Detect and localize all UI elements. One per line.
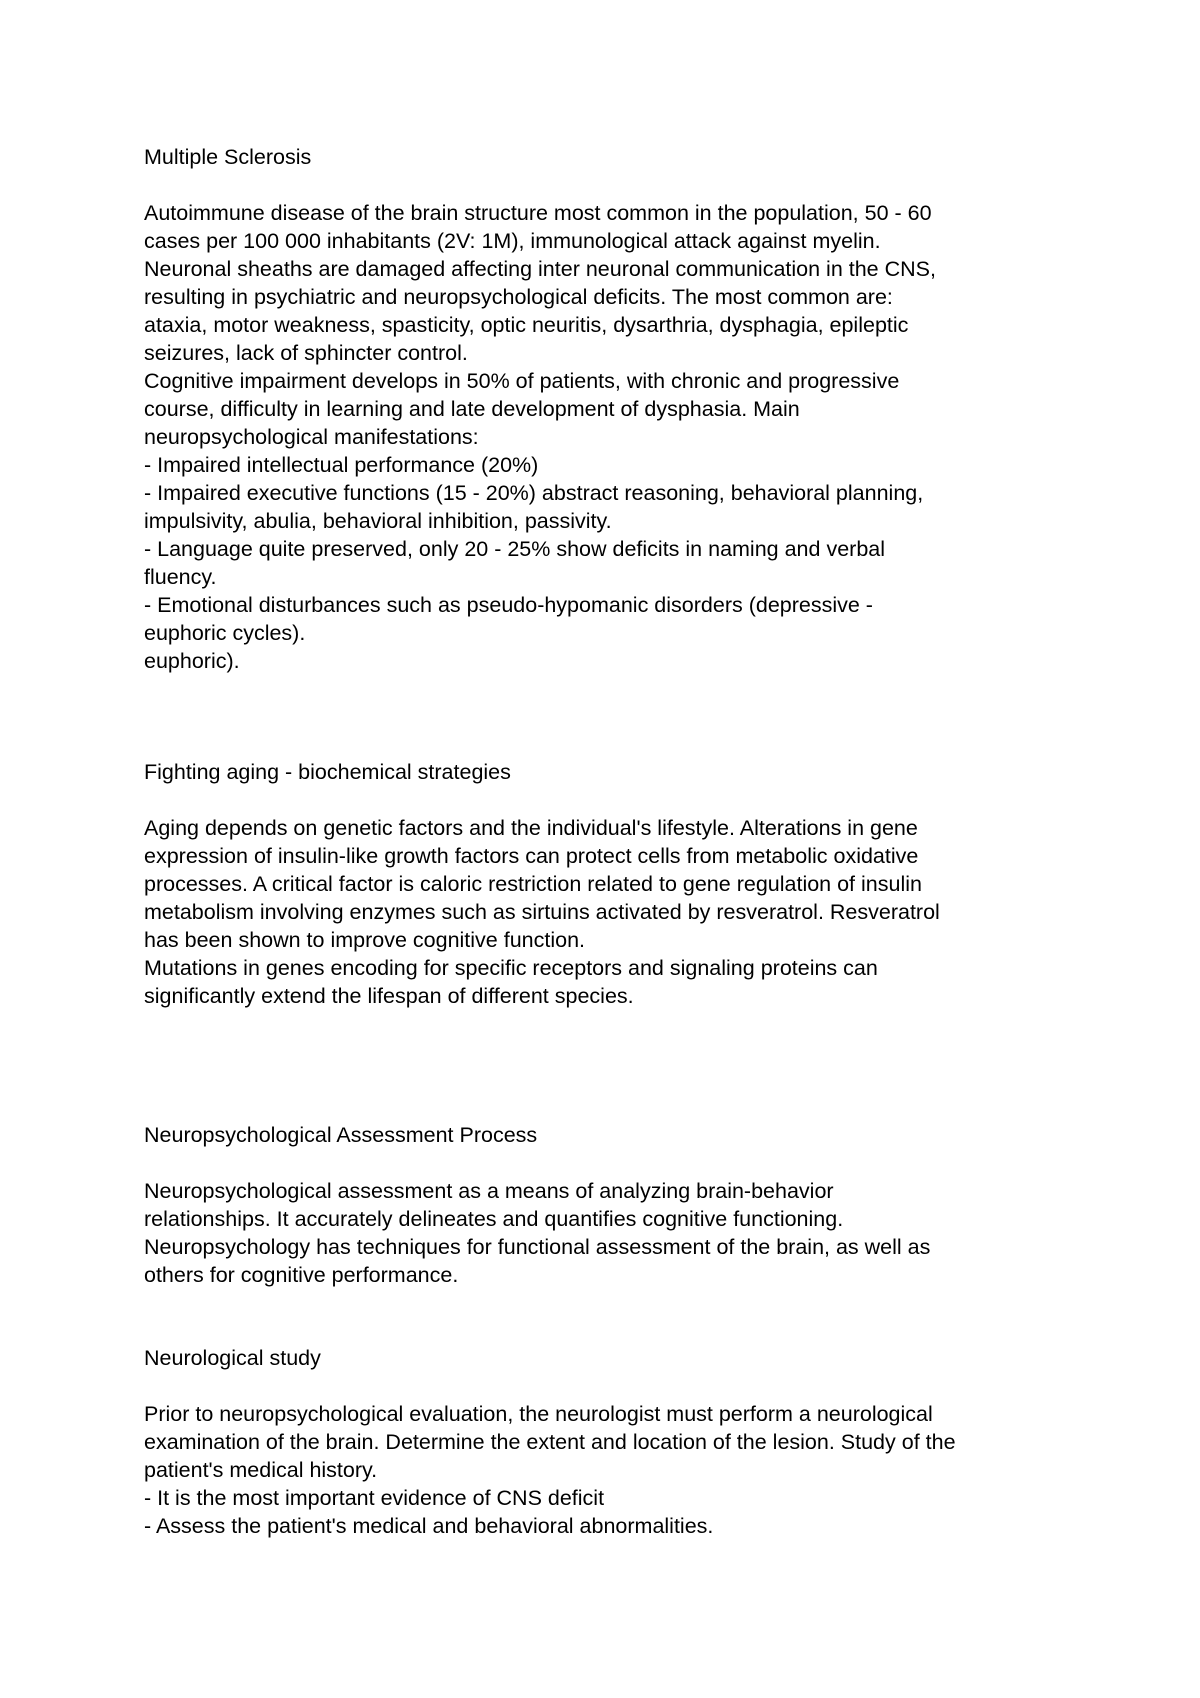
body-line: Neuropsychological assessment as a means of analyzing brain-behavior: [144, 1179, 834, 1203]
bullet-line: - It is the most important evidence of CNS deficit: [144, 1486, 605, 1510]
bullet-line: - Assess the patient's medical and behavioral abnormalities.: [144, 1514, 714, 1538]
body-line: seizures, lack of sphincter control.: [144, 341, 468, 365]
body-line: patient's medical history.: [144, 1458, 378, 1482]
section-body: [144, 1177, 1074, 1289]
section-body: [144, 199, 1074, 675]
body-line: Mutations in genes encoding for specific receptors and signaling proteins can: [144, 956, 878, 980]
section-body: [144, 1400, 1074, 1540]
body-line: cases per 100 000 inhabitants (2V: 1M), immunological attack against myelin.: [144, 229, 881, 253]
body-line: has been shown to improve cognitive function.: [144, 928, 586, 952]
body-line: others for cognitive performance.: [144, 1263, 459, 1287]
body-line: significantly extend the lifespan of different species.: [144, 984, 634, 1008]
body-line: impulsivity, abulia, behavioral inhibition, passivity.: [144, 509, 612, 533]
body-line: Prior to neuropsychological evaluation, the neurologist must perform a neurological: [144, 1402, 933, 1426]
body-line: relationships. It accurately delineates and quantifies cognitive functioning.: [144, 1207, 844, 1231]
bullet-line: - Emotional disturbances such as pseudo-hypomanic disorders (depressive -: [144, 593, 873, 617]
body-line: Neuronal sheaths are damaged affecting inter neuronal communication in the CNS,: [144, 257, 936, 281]
body-line: Autoimmune disease of the brain structure most common in the population, 50 - 60: [144, 201, 932, 225]
body-line: neuropsychological manifestations:: [144, 425, 479, 449]
body-line: euphoric).: [144, 649, 240, 673]
body-line: expression of insulin-like growth factors can protect cells from metabolic oxidative: [144, 844, 919, 868]
body-line: euphoric cycles).: [144, 621, 306, 645]
section-fighting-aging: [144, 758, 1074, 1010]
body-line: fluency.: [144, 565, 217, 589]
section-multiple-sclerosis: [144, 143, 1074, 675]
body-line: processes. A critical factor is caloric restriction related to gene regulation of insulin: [144, 872, 922, 896]
section-title: Neuropsychological Assessment Process: [144, 1123, 538, 1147]
bullet-line: - Language quite preserved, only 20 - 25% show deficits in naming and verbal: [144, 537, 886, 561]
body-line: metabolism involving enzymes such as sirtuins activated by resveratrol. Resveratrol: [144, 900, 940, 924]
section-title: Neurological study: [144, 1346, 321, 1370]
bullet-line: - Impaired executive functions (15 - 20%) abstract reasoning, behavioral planning,: [144, 481, 924, 505]
body-line: course, difficulty in learning and late development of dysphasia. Main: [144, 397, 800, 421]
section-body: [144, 814, 1074, 1010]
body-line: examination of the brain. Determine the extent and location of the lesion. Study of the: [144, 1430, 956, 1454]
section-title: Fighting aging - biochemical strategies: [144, 760, 511, 784]
body-line: Aging depends on genetic factors and the individual's lifestyle. Alterations in gene: [144, 816, 918, 840]
section-title: Multiple Sclerosis: [144, 145, 312, 169]
body-line: resulting in psychiatric and neuropsychological deficits. The most common are:: [144, 285, 893, 309]
document-page: [144, 143, 1074, 1540]
body-line: Cognitive impairment develops in 50% of patients, with chronic and progressive: [144, 369, 900, 393]
section-neurological-study: [144, 1344, 1074, 1540]
section-assessment-process: [144, 1121, 1074, 1289]
body-line: ataxia, motor weakness, spasticity, optic neuritis, dysarthria, dysphagia, epileptic: [144, 313, 909, 337]
body-line: Neuropsychology has techniques for functional assessment of the brain, as well as: [144, 1235, 931, 1259]
bullet-line: - Impaired intellectual performance (20%): [144, 453, 539, 477]
